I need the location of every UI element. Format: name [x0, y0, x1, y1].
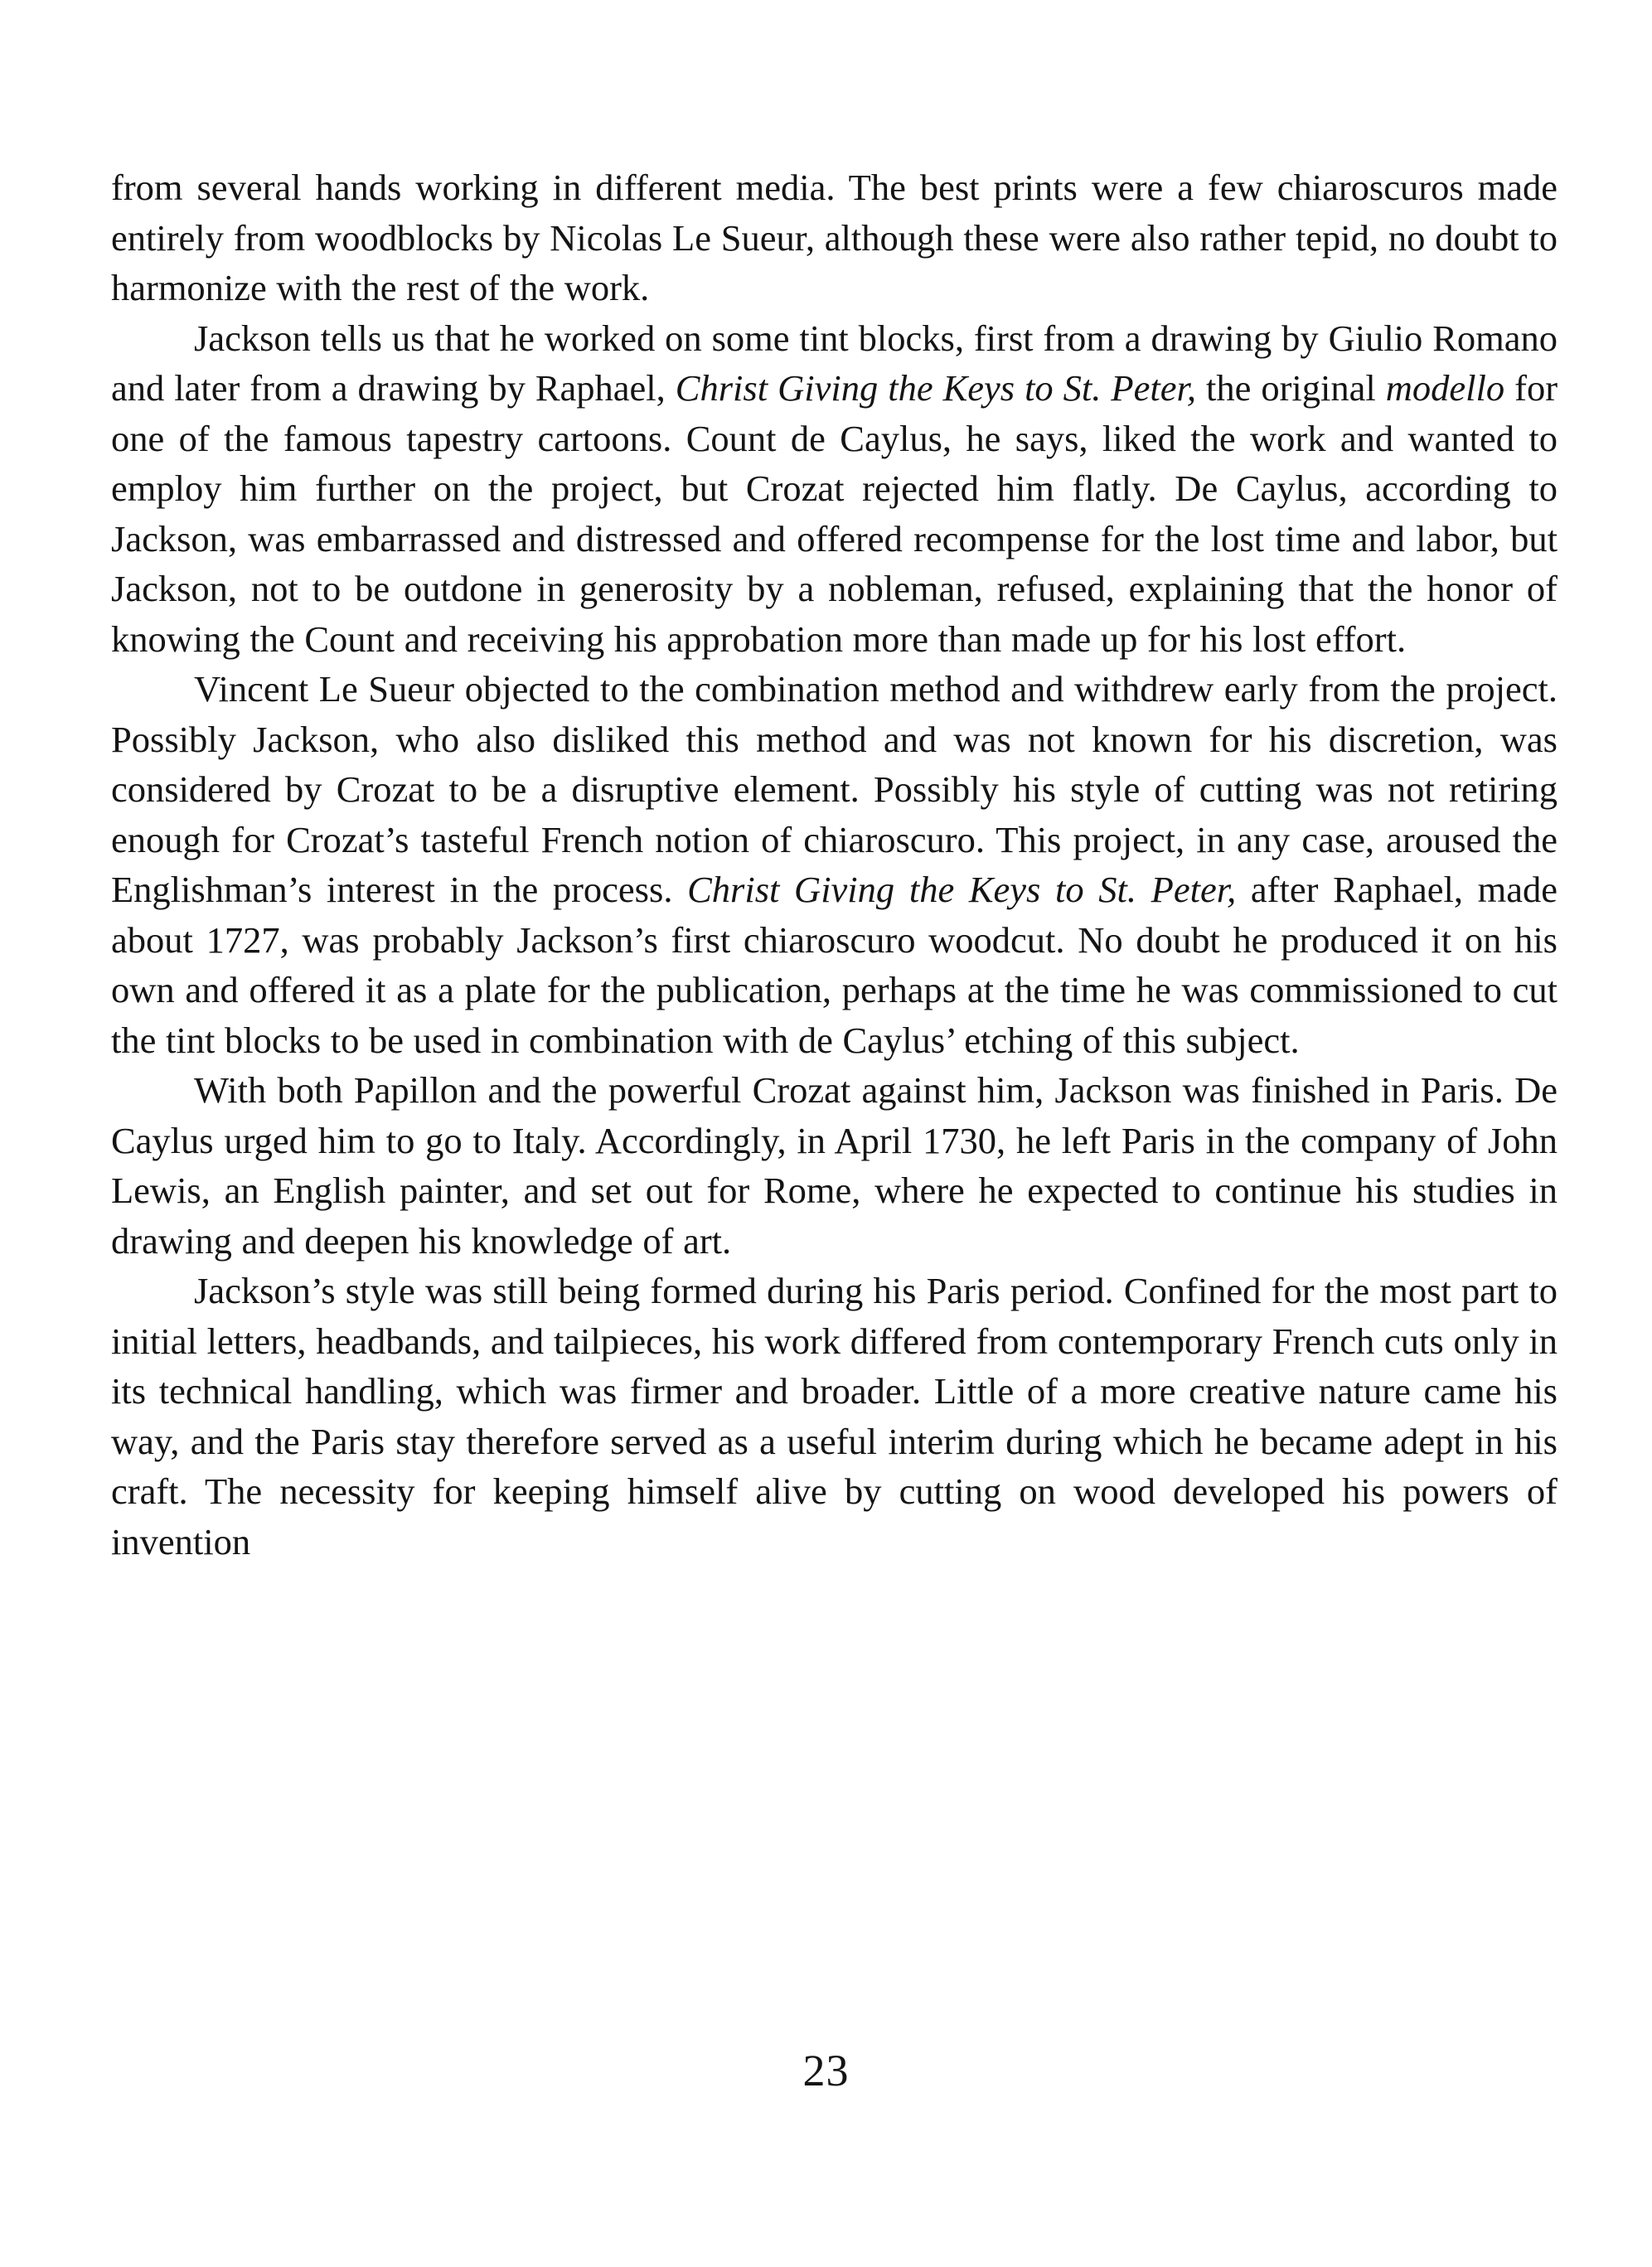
paragraph-2 — [111, 313, 1558, 665]
text-run: after Raphael, made about 1727, was probably Jackson’s first chiaroscuro woodcut. No doubt he produced it on his own and offered it as a plate for the publication, perhaps at the time he was commissioned to cut the tint blocks to be used in combination with de Caylus’ etching of this subject. — [111, 869, 1558, 1061]
text-run: the original — [1195, 367, 1386, 409]
text-run: Jackson’s style was still being formed during his Paris period. Confined for the most part to initial letters, headbands, and tailpieces, his work differed from contemporary French cuts only in its technical handling, which was firmer and broader. Little of a more creative nature came his way, and the Paris stay therefore served as a useful interim during which he became adept in his craft. The necessity for keeping himself alive by cutting on wood developed his powers of invention — [111, 1270, 1558, 1562]
page-number: 23 — [802, 2046, 850, 2095]
paragraph-4 — [111, 1065, 1558, 1266]
text-run: for one of the famous tapestry cartoons. Count de Caylus, he says, liked the work and wanted to employ him further on the project, but Crozat rejected him flatly. De Caylus, according to Jackson, was embarrassed and distressed and offered recompense for the lost time and labor, but Jackson, not to be outdone in generosity by a nobleman, refused, explaining that the honor of knowing the Count and receiving his approbation more than made up for his lost effort. — [111, 367, 1558, 660]
text-run: Vincent Le Sueur objected to the combination method and withdrew early from the project. Possibly Jackson, who also disliked this method and was not known for his discretion, was considered by Crozat to be a disruptive element. Possibly his style of cutting was not retiring enough for Crozat’s tasteful French notion of chiaroscuro. This project, in any case, aroused the Englishman’s interest in the process. — [111, 668, 1558, 910]
italic-title-run: Christ Giving the Keys to St. Peter, — [675, 367, 1196, 409]
paragraph-3 — [111, 664, 1558, 1065]
text-run: from several hands working in different media. The best prints were a few chiaroscuros made entirely from woodblocks by Nicolas Le Sueur, although these were also rather tepid, no doubt to harmonize with the rest of the work. — [111, 167, 1558, 308]
paragraph-5 — [111, 1266, 1558, 1567]
paragraph-1 — [111, 162, 1558, 313]
text-run: With both Papillon and the powerful Crozat against him, Jackson was finished in Paris. De Caylus urged him to go to Italy. Accordingly, in April 1730, he left Paris in the company of John Lewis, an English painter, and set out for Rome, where he expected to continue his studies in drawing and deepen his knowledge of art. — [111, 1069, 1558, 1262]
text-run: Jackson tells us that he worked on some tint blocks, first from a drawing by Giulio Romano and later from a drawing by Raphael, — [111, 317, 1558, 409]
italic-title-run: modello — [1385, 367, 1505, 409]
body-text — [111, 162, 1558, 1567]
italic-title-run: Christ Giving the Keys to St. Peter, — [687, 869, 1237, 910]
